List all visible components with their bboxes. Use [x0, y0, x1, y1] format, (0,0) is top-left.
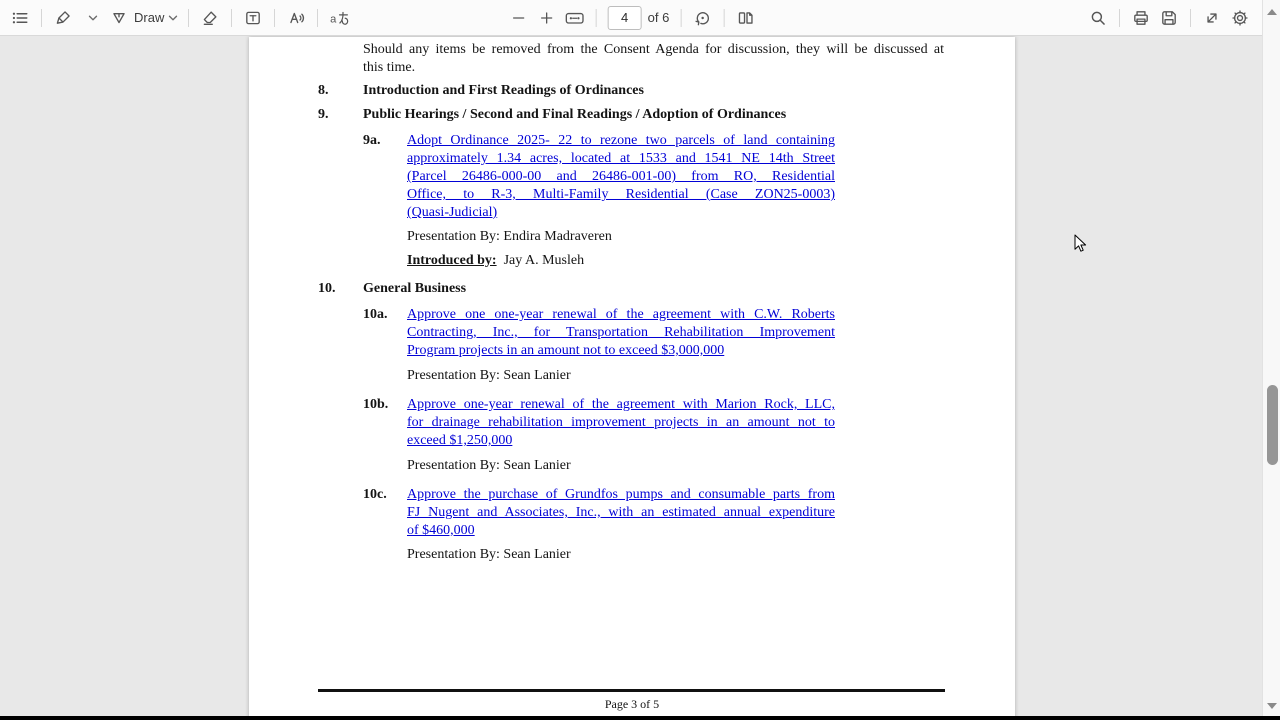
- doc-text-line[interactable]: Adopt Ordinance 2025- 22 to rezone two parcels of land containing: [407, 133, 835, 148]
- scrollbar-up-button[interactable]: [1263, 4, 1280, 20]
- expand-icon: [1203, 9, 1221, 27]
- save-button[interactable]: [1155, 4, 1183, 32]
- scrollbar-down-button[interactable]: [1263, 698, 1280, 714]
- doc-text-line: Should any items be removed from the Consent Agenda for discussion, they will be discussed at: [363, 42, 944, 57]
- translate-icon: [329, 9, 349, 27]
- toolbar-center-group: [505, 0, 760, 36]
- item-10-number: 10.: [318, 281, 336, 296]
- table-of-contents-icon: [11, 9, 29, 27]
- doc-text-line[interactable]: (Parcel 26486-000-00 and 26486-001-00) from RO, Residential: [407, 169, 835, 184]
- item-10b-presentation: Presentation By: Sean Lanier: [407, 458, 571, 473]
- doc-text-line[interactable]: exceed $1,250,000: [407, 433, 513, 448]
- text-box-icon: [244, 9, 262, 27]
- item-10-heading: General Business: [363, 281, 467, 296]
- introduced-by-label: Introduced by:: [407, 253, 497, 268]
- toolbar-left-group: [6, 0, 353, 36]
- erase-button[interactable]: [196, 4, 224, 32]
- vertical-scrollbar[interactable]: [1262, 0, 1280, 720]
- highlight-options-button[interactable]: [79, 4, 107, 32]
- page-view-button[interactable]: [731, 4, 759, 32]
- item-10a-link[interactable]: [407, 306, 835, 360]
- page-view-icon: [736, 9, 754, 27]
- window-bottom-edge: [0, 716, 1280, 720]
- toolbar-separator: [1119, 9, 1120, 27]
- item-8-number: 8.: [318, 83, 329, 98]
- zoom-out-icon: [511, 10, 527, 26]
- chevron-down-icon: [168, 13, 178, 23]
- draw-button[interactable]: [107, 4, 181, 32]
- save-icon: [1160, 9, 1178, 27]
- settings-button[interactable]: [1226, 4, 1254, 32]
- item-10a-number: 10a.: [363, 307, 388, 322]
- expand-button[interactable]: [1198, 4, 1226, 32]
- item-10a-presentation: Presentation By: Sean Lanier: [407, 368, 571, 383]
- item-9a-link[interactable]: [407, 132, 835, 222]
- zoom-out-button[interactable]: [505, 4, 533, 32]
- item-9a-presentation: Presentation By: Endira Madraveren: [407, 229, 612, 244]
- item-10b-link[interactable]: [407, 396, 835, 450]
- document-canvas[interactable]: [0, 37, 1262, 720]
- draw-pen-icon: [110, 9, 128, 27]
- item-10c-link[interactable]: [407, 486, 835, 540]
- doc-text-line[interactable]: of $460,000: [407, 523, 475, 538]
- toolbar-right-group: [1084, 0, 1254, 36]
- rotate-icon: [693, 9, 711, 27]
- search-icon: [1089, 9, 1107, 27]
- fit-to-width-button[interactable]: [561, 4, 589, 32]
- print-icon: [1132, 9, 1150, 27]
- scroll-up-icon: [1267, 9, 1277, 15]
- draw-button-label: Draw: [134, 10, 165, 25]
- item-9-number: 9.: [318, 107, 329, 122]
- toolbar-separator: [188, 9, 189, 27]
- pdf-page: [249, 37, 1015, 720]
- add-text-button[interactable]: [239, 4, 267, 32]
- zoom-in-icon: [539, 10, 555, 26]
- doc-text-line[interactable]: for drainage rehabilitation improvement projects in an amount not to: [407, 415, 835, 430]
- toolbar-separator: [723, 9, 724, 27]
- toolbar-separator: [231, 9, 232, 27]
- scrollbar-thumb[interactable]: [1267, 385, 1278, 465]
- settings-gear-icon: [1231, 9, 1249, 27]
- fit-to-width-icon: [565, 9, 585, 27]
- toolbar-separator: [596, 9, 597, 27]
- doc-text-line: this time.: [363, 60, 416, 75]
- translate-button[interactable]: [325, 4, 353, 32]
- scroll-down-icon: [1267, 703, 1277, 709]
- doc-text-line[interactable]: FJ Nugent and Associates, Inc., with an estimated annual expenditure: [407, 505, 835, 520]
- svg-text:a: a: [330, 12, 337, 25]
- item-9-heading: Public Hearings / Second and Final Readings / Adoption of Ordinances: [363, 107, 787, 122]
- toolbar-separator: [680, 9, 681, 27]
- highlight-button[interactable]: [49, 4, 77, 32]
- zoom-in-button[interactable]: [533, 4, 561, 32]
- print-button[interactable]: [1127, 4, 1155, 32]
- toolbar-separator: [317, 9, 318, 27]
- footer-rule: [318, 689, 945, 692]
- highlighter-icon: [54, 9, 72, 27]
- consent-agenda-paragraph: [363, 41, 944, 77]
- item-10c-presentation: Presentation By: Sean Lanier: [407, 547, 571, 562]
- read-aloud-icon: [287, 9, 305, 27]
- doc-text-line[interactable]: approximately 1.34 acres, located at 1533 and 1541 NE 14th Street: [407, 151, 835, 166]
- toolbar-separator: [274, 9, 275, 27]
- read-aloud-button[interactable]: [282, 4, 310, 32]
- item-9a-number: 9a.: [363, 133, 381, 148]
- item-10b-number: 10b.: [363, 397, 389, 412]
- doc-text-line[interactable]: Contracting, Inc., for Transportation Rehabilitation Improvement: [407, 325, 835, 340]
- toolbar-separator: [41, 9, 42, 27]
- doc-text-line[interactable]: Approve the purchase of Grundfos pumps and consumable parts from: [407, 487, 835, 502]
- eraser-icon: [201, 9, 219, 27]
- pdf-toolbar: [0, 0, 1262, 36]
- doc-text-line[interactable]: Office, to R-3, Multi-Family Residential (Case ZON25-0003): [407, 187, 835, 202]
- doc-text-line[interactable]: Program projects in an amount not to exceed $3,000,000: [407, 343, 725, 358]
- item-8-heading: Introduction and First Readings of Ordinances: [363, 83, 644, 98]
- introduced-by-value: Jay A. Musleh: [503, 253, 585, 268]
- toolbar-separator: [1190, 9, 1191, 27]
- rotate-button[interactable]: [688, 4, 716, 32]
- page-footer-label: Page 3 of 5: [604, 697, 660, 711]
- item-10c-number: 10c.: [363, 487, 387, 502]
- search-button[interactable]: [1084, 4, 1112, 32]
- doc-text-line[interactable]: Approve one one-year renewal of the agreement with C.W. Roberts: [407, 307, 835, 322]
- doc-text-line[interactable]: Approve one-year renewal of the agreement with Marion Rock, LLC,: [407, 397, 835, 412]
- doc-text-line[interactable]: (Quasi-Judicial): [407, 205, 498, 220]
- page-number-input[interactable]: [608, 6, 642, 30]
- chevron-down-icon: [88, 13, 98, 23]
- item-9a-introduced: [407, 252, 584, 270]
- page-count-label: of 6: [647, 10, 670, 25]
- table-of-contents-button[interactable]: [6, 4, 34, 32]
